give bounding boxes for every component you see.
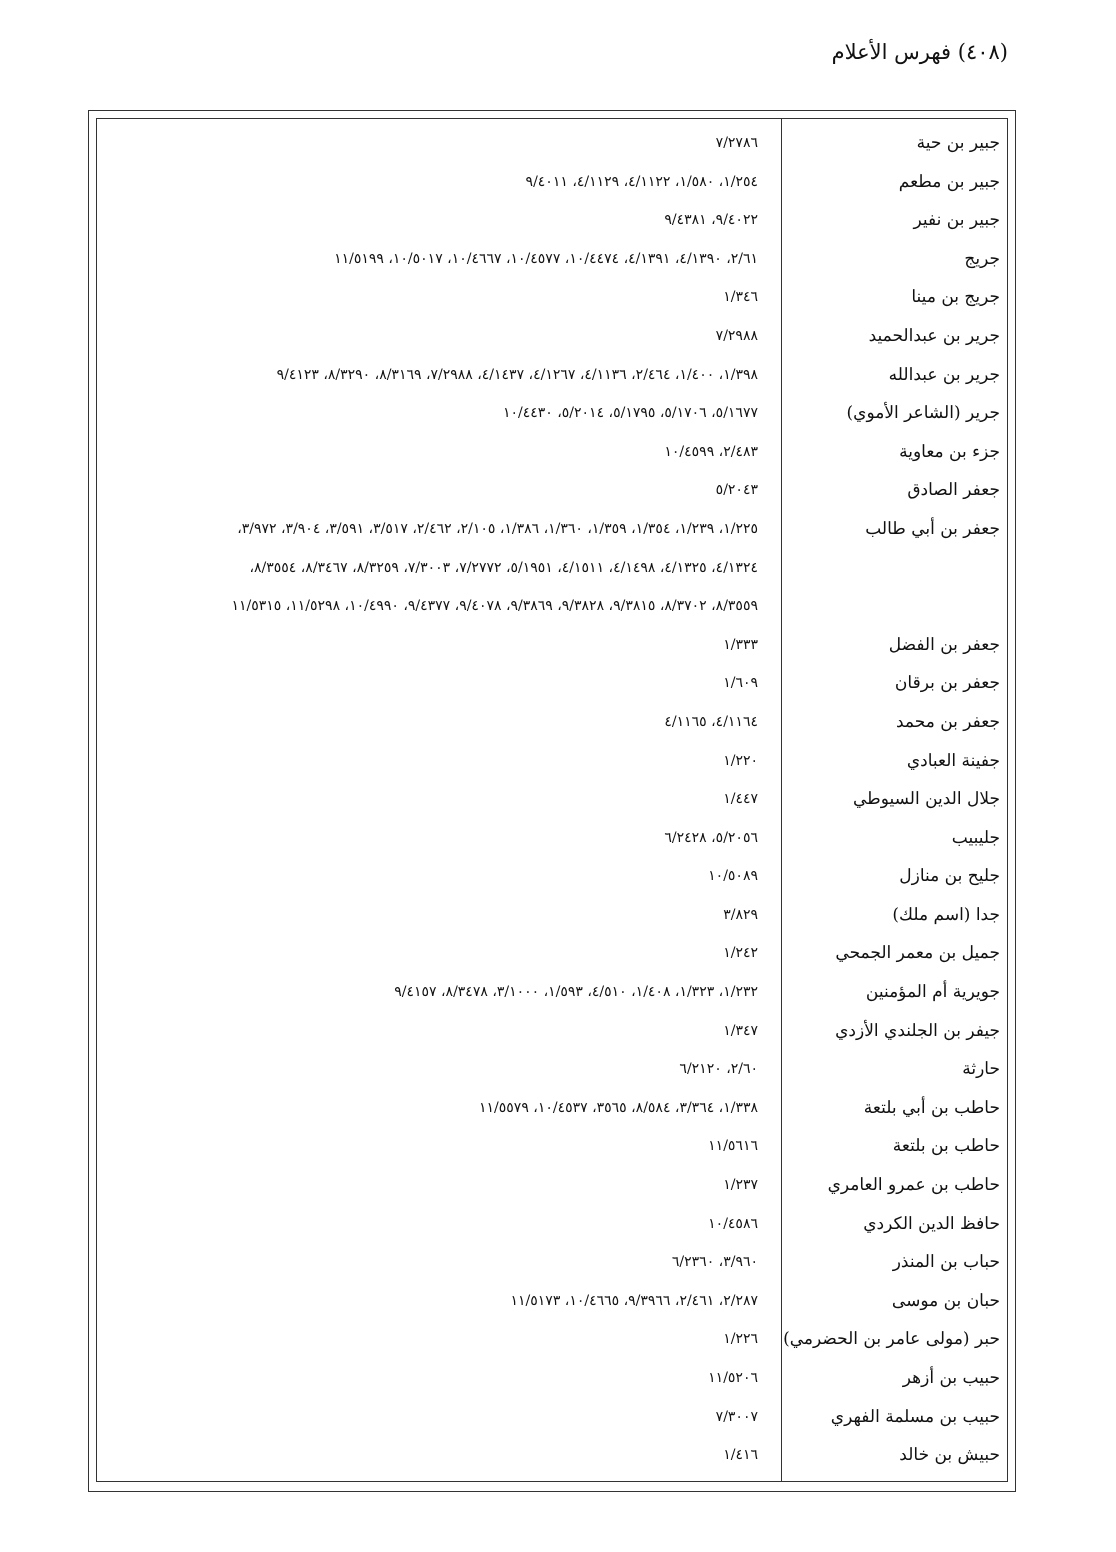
index-entry (96, 780, 1008, 819)
entry-references: ١٠/٤٥٨٦ (708, 1215, 758, 1232)
entry-references: ٥/١٦٧٧، ٥/١٧٠٦، ٥/١٧٩٥، ٥/٢٠١٤، ١٠/٤٤٣٠ (502, 405, 758, 422)
entry-references: ١/٦٠٩ (723, 675, 758, 692)
entry-references: ٥/٢٠٤٣ (715, 482, 758, 499)
entry-references: ١/٣٤٧ (723, 1022, 758, 1039)
entry-references: ١/٣٣٨، ٣/٣٦٤، ٨/٥٨٤، ٣٥٦٥، ١٠/٤٥٣٧، ١١/٥٥٧٩ (479, 1099, 758, 1116)
entry-name: جرير (الشاعر الأموي) (846, 403, 1000, 424)
entry-name: حبان بن موسى (891, 1290, 1000, 1311)
entry-name: جعفر بن محمد (895, 711, 1000, 732)
entry-name: جبير بن نفير (913, 210, 1000, 231)
entry-name: جرير بن عبدالحميد (868, 325, 1000, 346)
index-list (96, 124, 1008, 1475)
entry-name: جعفر بن الفضل (888, 634, 1000, 655)
index-entry (96, 510, 1008, 549)
entry-references: ١/٢٢٠ (723, 752, 758, 769)
index-entry-continuation (96, 587, 1008, 626)
index-entry (96, 317, 1008, 356)
entry-references: ١/٣٩٨، ١/٤٠٠، ٢/٤٦٤، ٤/١١٣٦، ٤/١٢٦٧، ٤/١٤٣٧، ٧/٢٩٨٨، ٨/٣١٦٩، ٨/٣٢٩٠، ٩/٤١٢٣ (276, 366, 758, 383)
entry-references: ٢/٦٠، ٦/٢١٢٠ (679, 1061, 758, 1078)
page-header: (٤٠٨) فهرس الأعلام (831, 40, 1008, 64)
entry-name: جليح بن منازل (899, 866, 1000, 887)
entry-name: جعفر بن برقان (894, 673, 1000, 694)
index-entry (96, 1050, 1008, 1089)
entry-name: حاطب بن أبي بلتعة (863, 1097, 1000, 1118)
entry-references: ٥/٢٠٥٦، ٦/٢٤٢٨ (664, 829, 758, 846)
entry-name: جبير بن حية (916, 133, 1000, 153)
entry-references: ١/٢٢٥، ١/٢٣٩، ١/٣٥٤، ١/٣٥٩، ١/٣٦٠، ١/٣٨٦، ٢/١٠٥، ٢/٤٦٢، ٣/٥١٧، ٣/٥٩١، ٣/٩٠٤، ٣/٩٧٢، (237, 520, 758, 537)
entry-references: ١٠/٥٠٨٩ (708, 868, 758, 885)
entry-references: ١/٤١٦ (723, 1447, 758, 1464)
entry-name: جيفر بن الجلندي الأزدي (835, 1020, 1000, 1041)
entry-references: ٧/٣٠٠٧ (715, 1408, 758, 1425)
entry-references: ٢/٢٨٧، ٢/٤٦١، ٩/٣٩٦٦، ١٠/٤٦٦٥، ١١/٥١٧٣ (510, 1292, 758, 1309)
entry-name: جليبيب (951, 827, 1000, 848)
entry-references: ١/٣٤٦ (723, 289, 758, 306)
entry-name: جريج (964, 248, 1000, 269)
entry-name: جويرية أم المؤمنين (865, 982, 1000, 1003)
entry-references: ١/٢٢٦ (723, 1331, 758, 1348)
entry-references: ٧/٢٧٨٦ (715, 135, 758, 151)
index-entry (96, 934, 1008, 973)
entry-name: جرير بن عبدالله (888, 364, 1000, 385)
entry-references: ٨/٣٥٥٩، ٨/٣٧٠٢، ٩/٣٨١٥، ٩/٣٨٢٨، ٩/٣٨٦٩، ٩/٤٠٧٨، ٩/٤٣٧٧، ١٠/٤٩٩٠، ١١/٥٢٩٨، ١١/٥٣١٥ (231, 598, 758, 615)
entry-name: حبر (مولى عامر بن الحضرمي) (783, 1329, 1000, 1350)
entry-references: ٢/٦١، ٤/١٣٩٠، ٤/١٣٩١، ١٠/٤٤٧٤، ١٠/٤٥٧٧، ١٠/٤٦٦٧، ١٠/٥٠١٧، ١١/٥١٩٩ (334, 250, 758, 267)
entry-name: حاطب بن عمرو العامري (827, 1175, 1000, 1196)
index-entry (96, 819, 1008, 858)
entry-name: جعفر الصادق (907, 480, 1000, 501)
index-entry (96, 201, 1008, 240)
index-entry (96, 1398, 1008, 1437)
entry-references: ١/٢٤٢ (723, 945, 758, 962)
entry-references: ٤/١٣٢٤، ٤/١٣٢٥، ٤/١٤٩٨، ٤/١٥١١، ٥/١٩٥١، ٧/٢٧٧٢، ٧/٣٠٠٣، ٨/٣٢٥٩، ٨/٣٤٦٧، ٨/٣٥٥٤، (249, 559, 758, 576)
entry-name: حاطب بن بلتعة (892, 1136, 1000, 1157)
entry-references: ٣/٨٢٩ (723, 906, 758, 923)
index-entry (96, 973, 1008, 1012)
entry-references: ١/٢٣٧ (723, 1177, 758, 1194)
index-entry (96, 1166, 1008, 1205)
index-entry (96, 1359, 1008, 1398)
index-entry (96, 124, 1008, 163)
index-entry (96, 1205, 1008, 1244)
index-entry (96, 240, 1008, 279)
entry-name: حباب بن المنذر (892, 1252, 1000, 1273)
index-entry (96, 163, 1008, 202)
index-entry (96, 1320, 1008, 1359)
index-entry (96, 1243, 1008, 1282)
entry-name: جعفر بن أبي طالب (865, 518, 1000, 539)
index-entry (96, 471, 1008, 510)
index-entry (96, 857, 1008, 896)
entry-name: حبيب بن مسلمة الفهري (830, 1406, 1000, 1427)
entry-references: ٤/١١٦٤، ٤/١١٦٥ (664, 713, 758, 730)
entry-name: جريج بن مينا (911, 287, 1000, 308)
index-entry (96, 626, 1008, 665)
entry-name: جفينة العبادي (906, 750, 1000, 771)
index-entry (96, 278, 1008, 317)
entry-references: ١/٤٤٧ (723, 791, 758, 808)
entry-references: ١١/٥٢٠٦ (708, 1370, 758, 1386)
entry-references: ٩/٤٠٢٢، ٩/٤٣٨١ (664, 212, 758, 229)
index-entry (96, 356, 1008, 395)
index-entry (96, 433, 1008, 472)
index-entry-continuation (96, 549, 1008, 588)
entry-name: جدا (اسم ملك) (892, 904, 1000, 925)
index-entry (96, 1127, 1008, 1166)
entry-name: جزء بن معاوية (899, 441, 1000, 462)
entry-references: ١١/٥٦١٦ (708, 1138, 758, 1155)
index-entry (96, 394, 1008, 433)
index-entry (96, 703, 1008, 742)
entry-references: ١/٢٥٤، ١/٥٨٠، ٤/١١٢٢، ٤/١١٢٩، ٩/٤٠١١ (525, 173, 758, 190)
index-entry (96, 1089, 1008, 1128)
entry-references: ٢/٤٨٣، ١٠/٤٥٩٩ (664, 443, 758, 460)
index-entry (96, 1282, 1008, 1321)
index-entry (96, 664, 1008, 703)
index-entry (96, 1436, 1008, 1475)
entry-references: ١/٢٣٢، ١/٣٢٣، ١/٤٠٨، ٤/٥١٠، ١/٥٩٣، ٣/١٠٠٠، ٨/٣٤٧٨، ٩/٤١٥٧ (394, 984, 758, 1001)
entry-references: ٣/٩٦٠، ٦/٢٣٦٠ (671, 1254, 758, 1271)
entry-name: حبيش بن خالد (899, 1445, 1000, 1466)
entry-name: جبير بن مطعم (898, 171, 1000, 192)
entry-references: ١/٣٣٣ (723, 636, 758, 653)
index-entry (96, 1012, 1008, 1051)
index-entry (96, 896, 1008, 935)
entry-name: جلال الدين السيوطي (853, 789, 1000, 810)
index-entry (96, 742, 1008, 781)
entry-name: حافظ الدين الكردي (863, 1213, 1000, 1234)
entry-name: جميل بن معمر الجمحي (835, 943, 1000, 964)
entry-name: حبيب بن أزهر (902, 1368, 1000, 1388)
entry-references: ٧/٢٩٨٨ (715, 327, 758, 344)
entry-name: حارثة (962, 1059, 1000, 1080)
